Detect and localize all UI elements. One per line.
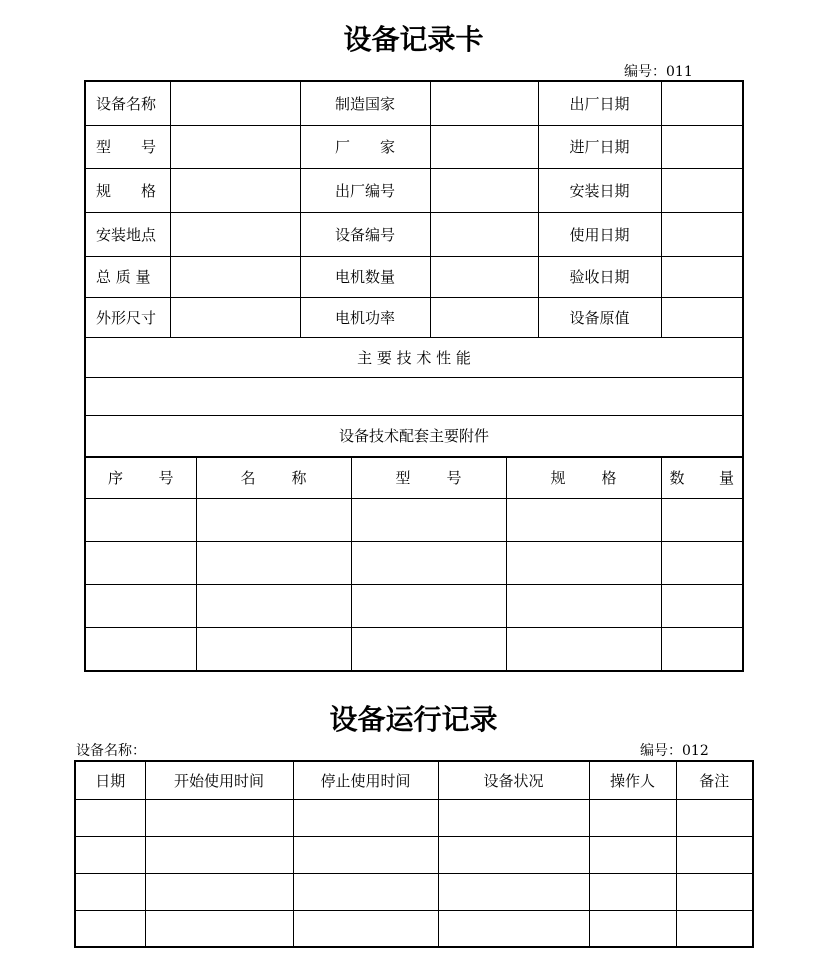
parts-cell[interactable] [351, 628, 506, 671]
card-field-value[interactable] [430, 125, 538, 168]
parts-cell[interactable] [196, 628, 351, 671]
card-row [85, 256, 743, 297]
card-field-label: 进厂日期 [538, 125, 661, 168]
card-field-label: 电机数量 [300, 256, 430, 297]
run-header-status: 设备状况 [438, 761, 589, 799]
parts-cell[interactable] [85, 499, 196, 542]
parts-cell[interactable] [196, 585, 351, 628]
card-field-label: 制造国家 [300, 81, 430, 125]
card-field-value[interactable] [170, 297, 300, 337]
run-cell[interactable] [145, 836, 293, 873]
section-performance: 主 要 技 术 性 能 [85, 337, 743, 377]
performance-field[interactable] [85, 377, 743, 415]
run-cell[interactable] [589, 910, 676, 947]
card-field-label: 安装日期 [538, 168, 661, 212]
card-field-value[interactable] [430, 212, 538, 256]
card-field-value[interactable] [661, 297, 743, 337]
card-field-label: 型 号 [85, 125, 170, 168]
card-row [85, 81, 743, 125]
parts-cell[interactable] [351, 542, 506, 585]
card-field-label: 电机功率 [300, 297, 430, 337]
parts-row [85, 585, 743, 628]
card-field-value[interactable] [170, 212, 300, 256]
parts-cell[interactable] [506, 499, 661, 542]
card-field-value[interactable] [661, 256, 743, 297]
card-code: 编号：011 [624, 64, 693, 80]
parts-cell[interactable] [351, 585, 506, 628]
run-cell[interactable] [75, 836, 145, 873]
card-field-value[interactable] [661, 81, 743, 125]
card-field-value[interactable] [170, 81, 300, 125]
parts-cell[interactable] [506, 585, 661, 628]
run-record-table [74, 760, 754, 948]
parts-header-row [85, 415, 743, 457]
parts-cell[interactable] [196, 542, 351, 585]
card-row [85, 125, 743, 168]
parts-header-qty: 数 量 [661, 457, 743, 499]
run-cell[interactable] [589, 873, 676, 910]
card-field-label: 出厂编号 [300, 168, 430, 212]
card-field-label: 使用日期 [538, 212, 661, 256]
card-field-value[interactable] [661, 212, 743, 256]
run-cell[interactable] [145, 910, 293, 947]
run-cell[interactable] [589, 836, 676, 873]
parts-cell[interactable] [196, 499, 351, 542]
run-cell[interactable] [293, 799, 438, 836]
parts-row [85, 542, 743, 585]
parts-cell[interactable] [661, 542, 743, 585]
parts-row [85, 628, 743, 671]
card-field-label: 厂 家 [300, 125, 430, 168]
parts-cell[interactable] [661, 499, 743, 542]
run-header-operator: 操作人 [589, 761, 676, 799]
run-code: 编号：012 [640, 743, 709, 759]
parts-header-spec: 规 格 [506, 457, 661, 499]
run-cell[interactable] [438, 836, 589, 873]
run-header-remark: 备注 [676, 761, 753, 799]
run-cell[interactable] [438, 873, 589, 910]
card-field-label: 规 格 [85, 168, 170, 212]
run-cell[interactable] [676, 799, 753, 836]
card-field-label: 设备原值 [538, 297, 661, 337]
perf-header-row [85, 337, 743, 377]
run-cell[interactable] [438, 799, 589, 836]
section-parts: 设备技术配套主要附件 [85, 415, 743, 457]
run-cell[interactable] [293, 910, 438, 947]
card-field-label: 外形尺寸 [85, 297, 170, 337]
card-row [85, 212, 743, 256]
parts-row [85, 499, 743, 542]
run-row [75, 873, 753, 910]
parts-cell[interactable] [661, 585, 743, 628]
equipment-card-table [84, 80, 744, 458]
parts-column-headers [85, 457, 743, 499]
card-field-value[interactable] [430, 297, 538, 337]
run-cell[interactable] [75, 910, 145, 947]
run-cell[interactable] [75, 873, 145, 910]
run-row [75, 799, 753, 836]
card-field-label: 总 质 量 [85, 256, 170, 297]
run-cell[interactable] [293, 836, 438, 873]
run-cell[interactable] [589, 799, 676, 836]
card-field-value[interactable] [170, 168, 300, 212]
card-row [85, 297, 743, 337]
parts-cell[interactable] [85, 585, 196, 628]
run-cell[interactable] [676, 836, 753, 873]
run-row [75, 910, 753, 947]
run-row [75, 836, 753, 873]
parts-cell[interactable] [661, 628, 743, 671]
parts-cell[interactable] [506, 628, 661, 671]
card-field-label: 设备编号 [300, 212, 430, 256]
run-title: 设备运行记录 [329, 703, 498, 736]
run-cell[interactable] [145, 873, 293, 910]
run-header-stop: 停止使用时间 [293, 761, 438, 799]
card-field-label: 安装地点 [85, 212, 170, 256]
run-cell[interactable] [438, 910, 589, 947]
parts-header-name: 名 称 [196, 457, 351, 499]
run-cell[interactable] [293, 873, 438, 910]
parts-table [84, 456, 744, 672]
run-header-start: 开始使用时间 [145, 761, 293, 799]
card-field-label: 验收日期 [538, 256, 661, 297]
card-title: 设备记录卡 [343, 23, 484, 56]
run-cell[interactable] [676, 873, 753, 910]
card-field-label: 出厂日期 [538, 81, 661, 125]
parts-cell[interactable] [85, 628, 196, 671]
card-field-value[interactable] [430, 256, 538, 297]
card-field-value[interactable] [430, 168, 538, 212]
run-cell[interactable] [145, 799, 293, 836]
card-field-value[interactable] [170, 256, 300, 297]
parts-header-seq: 序 号 [85, 457, 196, 499]
run-device-label: 设备名称： [76, 743, 146, 759]
parts-cell[interactable] [506, 542, 661, 585]
parts-cell[interactable] [351, 499, 506, 542]
run-cell[interactable] [676, 910, 753, 947]
parts-cell[interactable] [85, 542, 196, 585]
card-field-label: 设备名称 [85, 81, 170, 125]
parts-header-model: 型 号 [351, 457, 506, 499]
card-field-value[interactable] [661, 168, 743, 212]
run-header-date: 日期 [75, 761, 145, 799]
run-cell[interactable] [75, 799, 145, 836]
card-row [85, 168, 743, 212]
card-field-value[interactable] [430, 81, 538, 125]
card-field-value[interactable] [661, 125, 743, 168]
run-column-headers [75, 761, 753, 799]
perf-content-row [85, 377, 743, 415]
card-field-value[interactable] [170, 125, 300, 168]
